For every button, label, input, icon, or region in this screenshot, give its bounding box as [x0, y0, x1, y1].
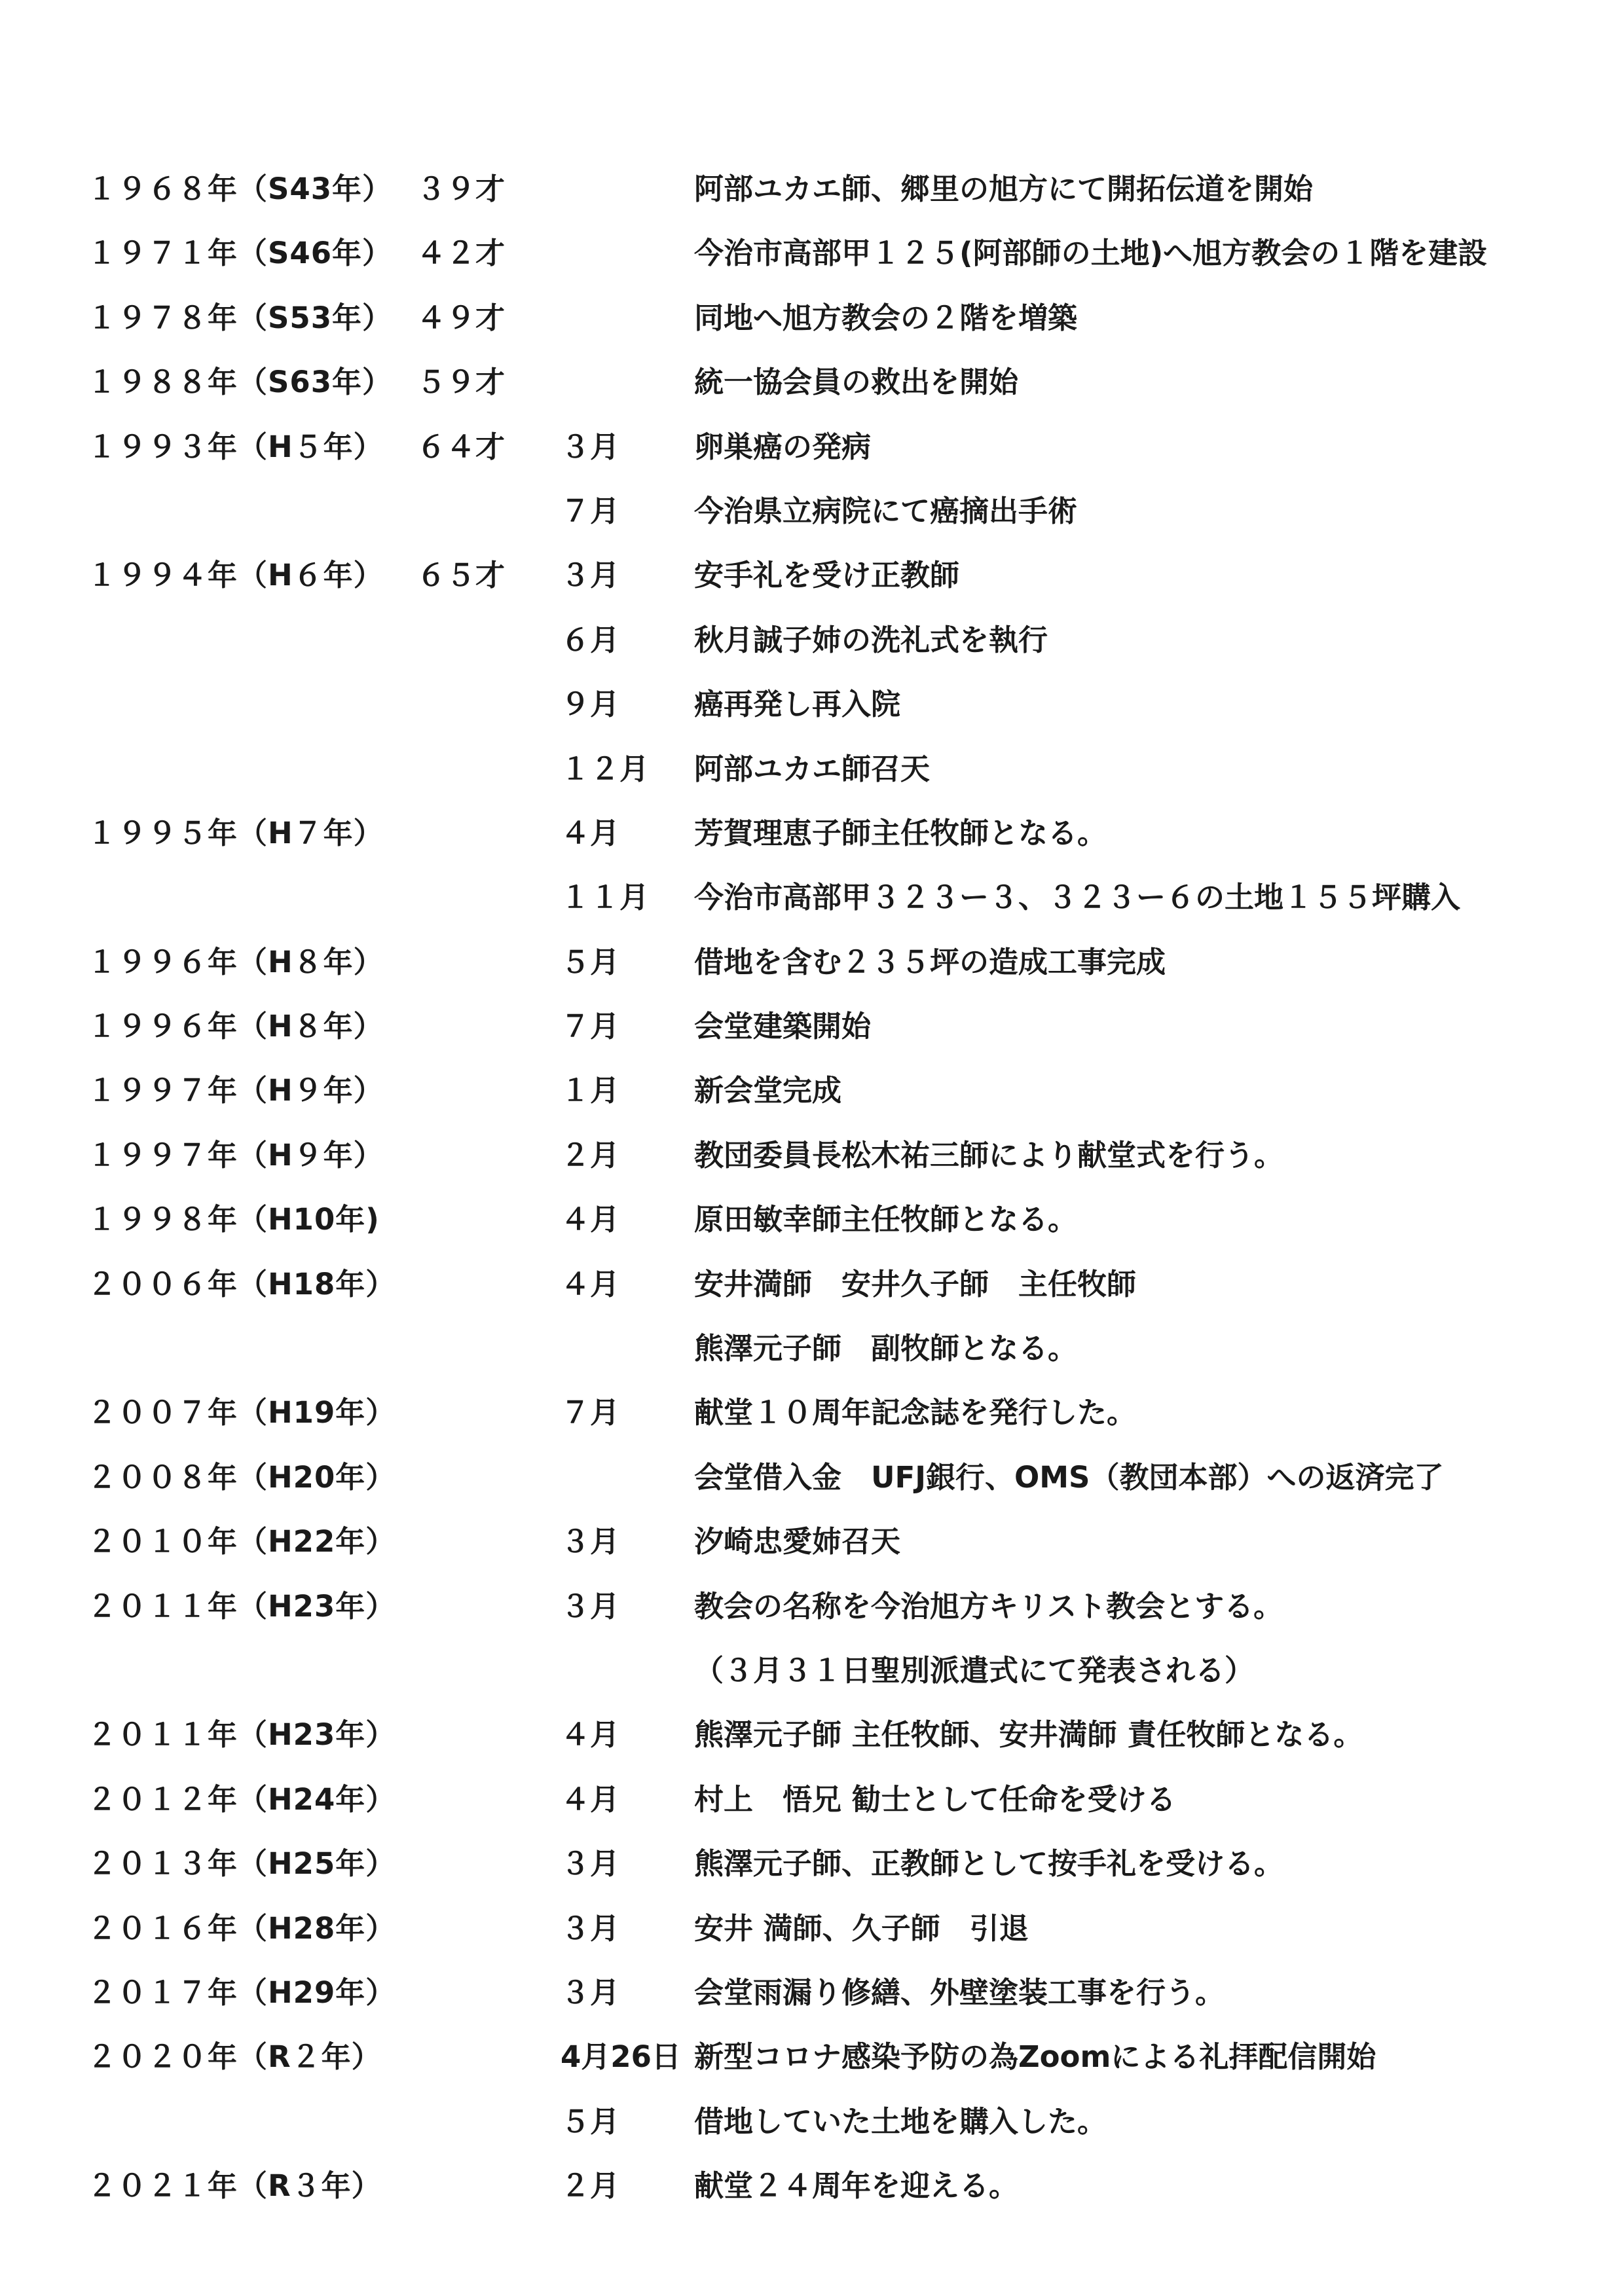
- month-cell: ３月: [561, 1588, 620, 1624]
- event-cell: 阿部ユカエ師召天: [694, 751, 931, 786]
- event-cell: 安井満師 安井久子師 主任牧師: [694, 1266, 1137, 1302]
- month-cell: ３月: [561, 558, 620, 593]
- event-cell: （３月３１日聖別派遣式にて発表される）: [694, 1652, 1255, 1688]
- timeline-row: [0, 608, 1624, 672]
- event-cell: 借地を含む２３５坪の造成工事完成: [694, 944, 1166, 979]
- event-cell: 今治市高部甲３２３ー３、３２３ー６の土地１５５坪購入: [694, 880, 1461, 915]
- event-cell: 熊澤元子師、正教師として按手礼を受ける。: [694, 1846, 1284, 1882]
- year-cell: ２０１７年（H29年）: [87, 1975, 396, 2010]
- event-cell: 癌再発し再入院: [694, 687, 901, 722]
- year-cell: １９９４年（H６年）: [87, 558, 384, 593]
- year-cell: ２０１１年（H23年）: [87, 1588, 396, 1624]
- age-cell: ４２才: [416, 236, 506, 271]
- event-cell: 安手礼を受け正教師: [694, 558, 960, 593]
- year-cell: ２０１１年（H23年）: [87, 1717, 396, 1753]
- event-cell: 秋月誠子姉の洗礼式を執行: [694, 622, 1048, 657]
- year-cell: １９９６年（H８年）: [87, 1009, 384, 1044]
- month-cell: ２月: [561, 2168, 620, 2204]
- timeline-row: [0, 1317, 1624, 1381]
- age-cell: ５９才: [416, 365, 506, 400]
- month-cell: ３月: [561, 1910, 620, 1946]
- month-cell: ５月: [561, 2104, 620, 2139]
- timeline-row: [0, 1381, 1624, 1445]
- event-cell: 熊澤元子師 主任牧師、安井満師 責任牧師となる。: [694, 1717, 1363, 1753]
- month-cell: １月: [561, 1073, 620, 1108]
- event-cell: 阿部ユカエ師、郷里の旭方にて開拓伝道を開始: [694, 172, 1314, 206]
- timeline-row: [0, 1768, 1624, 1832]
- event-cell: 新会堂完成: [694, 1073, 842, 1108]
- year-cell: １９９６年（H８年）: [87, 944, 384, 979]
- timeline-row: [0, 737, 1624, 801]
- event-cell: 熊澤元子師 副牧師となる。: [694, 1331, 1078, 1366]
- event-cell: 会堂借入金 UFJ銀行、OMS（教団本部）への返済完了: [694, 1459, 1444, 1495]
- year-cell: ２００６年（H18年）: [87, 1266, 396, 1302]
- month-cell: ３月: [561, 1524, 620, 1559]
- timeline-row: [0, 1123, 1624, 1188]
- timeline-row: [0, 1703, 1624, 1767]
- event-cell: 借地していた土地を購入した。: [694, 2104, 1107, 2139]
- year-cell: １９７１年（S46年）: [87, 236, 393, 271]
- history-timeline: [0, 157, 1624, 2219]
- event-cell: 卵巣癌の発病: [694, 429, 872, 464]
- event-cell: 汐崎忠愛姉召天: [694, 1524, 901, 1559]
- event-cell: 芳賀理恵子師主任牧師となる。: [694, 815, 1107, 850]
- month-cell: ２月: [561, 1137, 620, 1173]
- event-cell: 今治市高部甲１２５(阿部師の土地)へ旭方教会の１階を建設: [694, 236, 1488, 271]
- event-cell: 村上 悟兄 勧士として任命を受ける: [694, 1781, 1176, 1817]
- timeline-row: [0, 2025, 1624, 2089]
- year-cell: １９７８年（S53年）: [87, 300, 393, 335]
- year-cell: ２０１３年（H25年）: [87, 1846, 396, 1882]
- month-cell: １１月: [561, 880, 650, 915]
- timeline-row: [0, 1575, 1624, 1639]
- timeline-row: [0, 479, 1624, 543]
- year-cell: １９６８年（S43年）: [87, 172, 393, 206]
- month-cell: ７月: [561, 1009, 620, 1044]
- age-cell: ３９才: [416, 172, 506, 206]
- timeline-row: [0, 801, 1624, 866]
- month-cell: ４月: [561, 815, 620, 850]
- timeline-row: [0, 1897, 1624, 1961]
- month-cell: １２月: [561, 751, 650, 786]
- month-cell: ９月: [561, 687, 620, 722]
- event-cell: 安井 満師、久子師 引退: [694, 1910, 1029, 1946]
- year-cell: ２０２０年（R２年）: [87, 2039, 382, 2075]
- event-cell: 同地へ旭方教会の２階を増築: [694, 300, 1078, 335]
- month-cell: 4月26日: [561, 2039, 681, 2075]
- event-cell: 会堂建築開始: [694, 1009, 872, 1044]
- month-cell: ３月: [561, 429, 620, 464]
- event-cell: 教団委員長松木祐三師により献堂式を行う。: [694, 1137, 1284, 1173]
- timeline-row: [0, 221, 1624, 285]
- timeline-row: [0, 1639, 1624, 1703]
- month-cell: ７月: [561, 1395, 620, 1430]
- year-cell: １９８８年（S63年）: [87, 365, 393, 400]
- month-cell: ３月: [561, 1846, 620, 1882]
- age-cell: ６５才: [416, 558, 506, 593]
- timeline-row: [0, 2090, 1624, 2154]
- timeline-row: [0, 157, 1624, 221]
- timeline-row: [0, 930, 1624, 994]
- year-cell: ２０２１年（R３年）: [87, 2168, 382, 2204]
- timeline-row: [0, 994, 1624, 1059]
- timeline-row: [0, 1059, 1624, 1123]
- event-cell: 統一協会員の救出を開始: [694, 365, 1019, 400]
- month-cell: ４月: [561, 1266, 620, 1302]
- month-cell: ５月: [561, 944, 620, 979]
- year-cell: ２０１６年（H28年）: [87, 1910, 396, 1946]
- age-cell: ４９才: [416, 300, 506, 335]
- age-cell: ６４才: [416, 429, 506, 464]
- timeline-row: [0, 672, 1624, 737]
- timeline-row: [0, 2154, 1624, 2218]
- timeline-row: [0, 1832, 1624, 1896]
- timeline-row: [0, 1446, 1624, 1510]
- timeline-row: [0, 1188, 1624, 1252]
- timeline-row: [0, 415, 1624, 479]
- month-cell: ６月: [561, 622, 620, 657]
- event-cell: 今治県立病院にて癌摘出手術: [694, 493, 1078, 528]
- year-cell: １９９８年（H10年): [87, 1202, 380, 1237]
- event-cell: 献堂２４周年を迎える。: [694, 2168, 1019, 2204]
- year-cell: ２０１２年（H24年）: [87, 1781, 396, 1817]
- year-cell: １９９３年（H５年）: [87, 429, 384, 464]
- month-cell: ４月: [561, 1717, 620, 1753]
- event-cell: 新型コロナ感染予防の為Zoomによる礼拝配信開始: [694, 2039, 1376, 2075]
- month-cell: ４月: [561, 1781, 620, 1817]
- month-cell: ７月: [561, 493, 620, 528]
- timeline-row: [0, 543, 1624, 608]
- event-cell: 原田敏幸師主任牧師となる。: [694, 1202, 1078, 1237]
- timeline-row: [0, 286, 1624, 350]
- year-cell: １９９７年（H９年）: [87, 1137, 384, 1173]
- year-cell: ２００８年（H20年）: [87, 1459, 396, 1495]
- timeline-row: [0, 866, 1624, 930]
- year-cell: １９９５年（H７年）: [87, 815, 384, 850]
- month-cell: ３月: [561, 1975, 620, 2010]
- event-cell: 教会の名称を今治旭方キリスト教会とする。: [694, 1588, 1283, 1624]
- timeline-row: [0, 1510, 1624, 1574]
- timeline-row: [0, 1961, 1624, 2025]
- timeline-row: [0, 350, 1624, 414]
- year-cell: ２０１０年（H22年）: [87, 1524, 396, 1559]
- event-cell: 会堂雨漏り修繕、外壁塗装工事を行う。: [694, 1975, 1225, 2010]
- timeline-row: [0, 1252, 1624, 1317]
- event-cell: 献堂１０周年記念誌を発行した。: [694, 1395, 1137, 1430]
- month-cell: ４月: [561, 1202, 620, 1237]
- year-cell: ２００７年（H19年）: [87, 1395, 396, 1430]
- year-cell: １９９７年（H９年）: [87, 1073, 384, 1108]
